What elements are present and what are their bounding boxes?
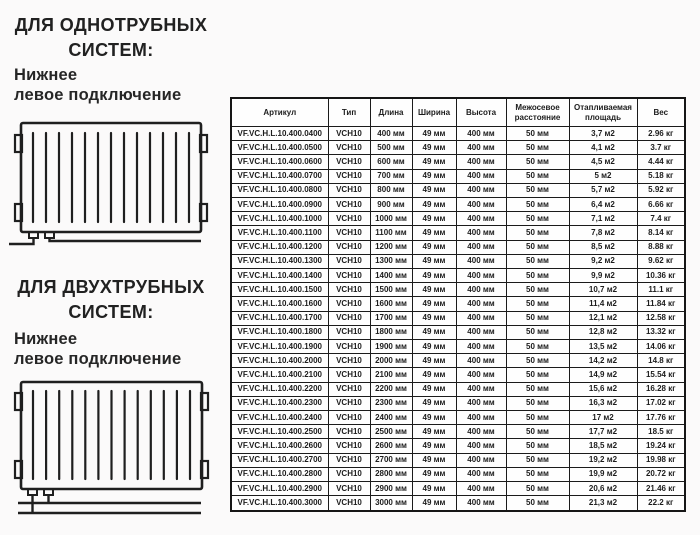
table-cell: 400 мм bbox=[456, 283, 506, 297]
table-cell: 9,9 м2 bbox=[569, 269, 637, 283]
table-cell: 400 мм bbox=[456, 325, 506, 339]
table-cell: 5.92 кг bbox=[637, 183, 685, 197]
table-cell: 50 мм bbox=[506, 183, 569, 197]
table-cell: 15,6 м2 bbox=[569, 382, 637, 396]
table-cell: 50 мм bbox=[506, 311, 569, 325]
table-cell: VF.VC.H.L.10.400.0800 bbox=[231, 183, 328, 197]
radiator-diagram-two-pipe bbox=[5, 376, 215, 521]
table-cell: 3.7 кг bbox=[637, 141, 685, 155]
table-cell: 14.8 кг bbox=[637, 354, 685, 368]
table-cell: 400 мм bbox=[456, 127, 506, 141]
table-cell: 50 мм bbox=[506, 482, 569, 496]
table-row bbox=[231, 382, 685, 396]
table-cell: VF.VC.H.L.10.400.3000 bbox=[231, 496, 328, 511]
table-row bbox=[231, 425, 685, 439]
specs-table-head bbox=[231, 98, 685, 127]
table-cell: 3000 мм bbox=[370, 496, 412, 511]
table-row bbox=[231, 467, 685, 481]
table-cell: 5,7 м2 bbox=[569, 183, 637, 197]
table-cell: VF.VC.H.L.10.400.1400 bbox=[231, 269, 328, 283]
table-row bbox=[231, 212, 685, 226]
table-cell: 50 мм bbox=[506, 340, 569, 354]
table-cell: 49 мм bbox=[412, 254, 456, 268]
table-cell: 400 мм bbox=[456, 453, 506, 467]
table-row bbox=[231, 396, 685, 410]
table-row bbox=[231, 482, 685, 496]
table-cell: 21.46 кг bbox=[637, 482, 685, 496]
table-cell: 49 мм bbox=[412, 396, 456, 410]
table-cell: VF.VC.H.L.10.400.1700 bbox=[231, 311, 328, 325]
table-cell: 10,7 м2 bbox=[569, 283, 637, 297]
return-pipe bbox=[50, 238, 202, 241]
radiator-two-pipe-drawing bbox=[5, 376, 215, 521]
table-cell: 400 мм bbox=[456, 396, 506, 410]
connection-stub bbox=[28, 489, 37, 495]
table-cell: 49 мм bbox=[412, 425, 456, 439]
table-cell: 19,2 м2 bbox=[569, 453, 637, 467]
connection-stub bbox=[29, 232, 38, 238]
table-cell: VCH10 bbox=[328, 467, 370, 481]
table-row bbox=[231, 269, 685, 283]
subheading-line-2: левое подключение bbox=[14, 86, 182, 104]
table-cell: 9,2 м2 bbox=[569, 254, 637, 268]
table-cell: 50 мм bbox=[506, 283, 569, 297]
table-cell: 49 мм bbox=[412, 340, 456, 354]
table-cell: 49 мм bbox=[412, 453, 456, 467]
table-cell: 19.98 кг bbox=[637, 453, 685, 467]
table-cell: 50 мм bbox=[506, 425, 569, 439]
table-cell: 11.84 кг bbox=[637, 297, 685, 311]
table-cell: 2900 мм bbox=[370, 482, 412, 496]
table-cell: 50 мм bbox=[506, 354, 569, 368]
table-cell: VF.VC.H.L.10.400.2200 bbox=[231, 382, 328, 396]
table-row bbox=[231, 496, 685, 511]
table-cell: 7,8 м2 bbox=[569, 226, 637, 240]
table-cell: 400 мм bbox=[456, 141, 506, 155]
table-cell: 49 мм bbox=[412, 311, 456, 325]
radiator-ribs bbox=[33, 391, 190, 479]
table-cell: VCH10 bbox=[328, 482, 370, 496]
table-row bbox=[231, 226, 685, 240]
heading-line-2: СИСТЕМ: bbox=[68, 40, 154, 60]
subheading-connection-single-pipe bbox=[14, 65, 224, 105]
table-cell: 49 мм bbox=[412, 169, 456, 183]
table-cell: 18.5 кг bbox=[637, 425, 685, 439]
table-cell: 16.28 кг bbox=[637, 382, 685, 396]
table-cell: 18,5 м2 bbox=[569, 439, 637, 453]
table-cell: 4.44 кг bbox=[637, 155, 685, 169]
table-cell: VF.VC.H.L.10.400.1000 bbox=[231, 212, 328, 226]
table-cell: 400 мм bbox=[456, 198, 506, 212]
table-cell: 12,1 м2 bbox=[569, 311, 637, 325]
column-header: Тип bbox=[328, 98, 370, 127]
table-cell: 16,3 м2 bbox=[569, 396, 637, 410]
table-cell: 400 мм bbox=[456, 155, 506, 169]
table-cell: VCH10 bbox=[328, 141, 370, 155]
table-cell: 1100 мм bbox=[370, 226, 412, 240]
table-cell: 14.06 кг bbox=[637, 340, 685, 354]
table-cell: 8,5 м2 bbox=[569, 240, 637, 254]
table-cell: 2600 мм bbox=[370, 439, 412, 453]
table-cell: 900 мм bbox=[370, 198, 412, 212]
table-cell: 2.96 кг bbox=[637, 127, 685, 141]
table-cell: 49 мм bbox=[412, 283, 456, 297]
table-row bbox=[231, 283, 685, 297]
table-cell: 4,5 м2 bbox=[569, 155, 637, 169]
table-row bbox=[231, 155, 685, 169]
column-header: Высота bbox=[456, 98, 506, 127]
table-cell: 2200 мм bbox=[370, 382, 412, 396]
table-row bbox=[231, 169, 685, 183]
subheading-line-1: Нижнее bbox=[14, 330, 78, 348]
table-cell: VCH10 bbox=[328, 496, 370, 511]
radiator-diagram-single-pipe bbox=[5, 116, 215, 250]
table-cell: 2400 мм bbox=[370, 411, 412, 425]
table-cell: 50 мм bbox=[506, 240, 569, 254]
table-cell: 17.02 кг bbox=[637, 396, 685, 410]
table-row bbox=[231, 368, 685, 382]
column-header: Отапливаемая площадь bbox=[569, 98, 637, 127]
table-cell: 7.4 кг bbox=[637, 212, 685, 226]
table-cell: 50 мм bbox=[506, 141, 569, 155]
column-header: Длина bbox=[370, 98, 412, 127]
table-cell: 50 мм bbox=[506, 382, 569, 396]
table-cell: VCH10 bbox=[328, 269, 370, 283]
table-cell: 400 мм bbox=[456, 226, 506, 240]
column-header: Межосевое расстояние bbox=[506, 98, 569, 127]
table-cell: 400 мм bbox=[456, 212, 506, 226]
table-cell: 1600 мм bbox=[370, 297, 412, 311]
table-cell: 50 мм bbox=[506, 496, 569, 511]
table-cell: 49 мм bbox=[412, 269, 456, 283]
table-cell: VCH10 bbox=[328, 368, 370, 382]
table-cell: VCH10 bbox=[328, 396, 370, 410]
table-cell: 1700 мм bbox=[370, 311, 412, 325]
table-cell: 50 мм bbox=[506, 411, 569, 425]
table-row bbox=[231, 198, 685, 212]
table-cell: 50 мм bbox=[506, 439, 569, 453]
table-cell: VCH10 bbox=[328, 127, 370, 141]
table-cell: 3,7 м2 bbox=[569, 127, 637, 141]
table-cell: 8.14 кг bbox=[637, 226, 685, 240]
table-cell: 400 мм bbox=[456, 183, 506, 197]
table-cell: 2000 мм bbox=[370, 354, 412, 368]
table-cell: VF.VC.H.L.10.400.0600 bbox=[231, 155, 328, 169]
table-cell: VF.VC.H.L.10.400.1900 bbox=[231, 340, 328, 354]
table-cell: 2800 мм bbox=[370, 467, 412, 481]
table-cell: VF.VC.H.L.10.400.2700 bbox=[231, 453, 328, 467]
table-row bbox=[231, 354, 685, 368]
table-cell: VCH10 bbox=[328, 340, 370, 354]
table-cell: 12.58 кг bbox=[637, 311, 685, 325]
table-cell: 13.32 кг bbox=[637, 325, 685, 339]
table-row bbox=[231, 297, 685, 311]
table-cell: 49 мм bbox=[412, 368, 456, 382]
subheading-line-2: левое подключение bbox=[14, 350, 182, 368]
connection-stub bbox=[45, 232, 54, 238]
table-cell: 1800 мм bbox=[370, 325, 412, 339]
table-cell: 50 мм bbox=[506, 254, 569, 268]
table-cell: 5.18 кг bbox=[637, 169, 685, 183]
connection-stub bbox=[44, 489, 53, 495]
table-row bbox=[231, 411, 685, 425]
table-cell: 400 мм bbox=[456, 467, 506, 481]
table-cell: 49 мм bbox=[412, 226, 456, 240]
table-cell: 49 мм bbox=[412, 411, 456, 425]
table-cell: 50 мм bbox=[506, 226, 569, 240]
table-cell: VCH10 bbox=[328, 254, 370, 268]
table-cell: 6,4 м2 bbox=[569, 198, 637, 212]
table-cell: 8.88 кг bbox=[637, 240, 685, 254]
table-cell: VF.VC.H.L.10.400.2100 bbox=[231, 368, 328, 382]
table-cell: VCH10 bbox=[328, 325, 370, 339]
table-cell: VF.VC.H.L.10.400.1200 bbox=[231, 240, 328, 254]
table-cell: 17.76 кг bbox=[637, 411, 685, 425]
table-cell: VCH10 bbox=[328, 155, 370, 169]
specs-table-body bbox=[231, 127, 685, 512]
table-cell: 13,5 м2 bbox=[569, 340, 637, 354]
table-cell: 50 мм bbox=[506, 169, 569, 183]
table-cell: 50 мм bbox=[506, 212, 569, 226]
table-cell: 400 мм bbox=[456, 482, 506, 496]
table-row bbox=[231, 325, 685, 339]
header-row bbox=[231, 98, 685, 127]
table-cell: VF.VC.H.L.10.400.2300 bbox=[231, 396, 328, 410]
table-cell: VF.VC.H.L.10.400.2400 bbox=[231, 411, 328, 425]
table-cell: 21,3 м2 bbox=[569, 496, 637, 511]
table-row bbox=[231, 439, 685, 453]
table-cell: 400 мм bbox=[456, 340, 506, 354]
table-cell: 50 мм bbox=[506, 127, 569, 141]
table-cell: 49 мм bbox=[412, 467, 456, 481]
table-cell: 50 мм bbox=[506, 269, 569, 283]
table-cell: 49 мм bbox=[412, 240, 456, 254]
table-cell: VF.VC.H.L.10.400.1600 bbox=[231, 297, 328, 311]
table-row bbox=[231, 340, 685, 354]
table-cell: VCH10 bbox=[328, 169, 370, 183]
table-cell: 10.36 кг bbox=[637, 269, 685, 283]
table-cell: 49 мм bbox=[412, 183, 456, 197]
table-cell: 400 мм bbox=[370, 127, 412, 141]
table-cell: VCH10 bbox=[328, 226, 370, 240]
table-cell: 2100 мм bbox=[370, 368, 412, 382]
table-row bbox=[231, 141, 685, 155]
table-cell: 11.1 кг bbox=[637, 283, 685, 297]
heading-line-1: ДЛЯ ОДНОТРУБНЫХ bbox=[14, 15, 208, 35]
table-cell: 1400 мм bbox=[370, 269, 412, 283]
table-cell: VF.VC.H.L.10.400.0500 bbox=[231, 141, 328, 155]
table-cell: 1500 мм bbox=[370, 283, 412, 297]
table-cell: 11,4 м2 bbox=[569, 297, 637, 311]
table-cell: VCH10 bbox=[328, 425, 370, 439]
table-cell: VCH10 bbox=[328, 439, 370, 453]
table-cell: 1000 мм bbox=[370, 212, 412, 226]
table-cell: 49 мм bbox=[412, 127, 456, 141]
table-cell: 2700 мм bbox=[370, 453, 412, 467]
table-cell: 800 мм bbox=[370, 183, 412, 197]
table-cell: 17,7 м2 bbox=[569, 425, 637, 439]
table-cell: VCH10 bbox=[328, 297, 370, 311]
table-cell: 49 мм bbox=[412, 141, 456, 155]
table-cell: 50 мм bbox=[506, 297, 569, 311]
table-cell: VCH10 bbox=[328, 212, 370, 226]
table-cell: 12,8 м2 bbox=[569, 325, 637, 339]
table-cell: 5 м2 bbox=[569, 169, 637, 183]
table-cell: 20,6 м2 bbox=[569, 482, 637, 496]
table-cell: VCH10 bbox=[328, 411, 370, 425]
table-cell: 1900 мм bbox=[370, 340, 412, 354]
table-cell: 400 мм bbox=[456, 240, 506, 254]
table-cell: 20.72 кг bbox=[637, 467, 685, 481]
table-cell: 700 мм bbox=[370, 169, 412, 183]
section-heading-single-pipe bbox=[0, 13, 222, 63]
table-cell: 49 мм bbox=[412, 439, 456, 453]
column-header: Вес bbox=[637, 98, 685, 127]
table-cell: 400 мм bbox=[456, 439, 506, 453]
column-header: Ширина bbox=[412, 98, 456, 127]
heading-line-2: СИСТЕМ: bbox=[68, 302, 154, 322]
table-cell: 9.62 кг bbox=[637, 254, 685, 268]
table-cell: 400 мм bbox=[456, 411, 506, 425]
table-cell: 14,2 м2 bbox=[569, 354, 637, 368]
table-cell: VF.VC.H.L.10.400.2500 bbox=[231, 425, 328, 439]
table-cell: VF.VC.H.L.10.400.2600 bbox=[231, 439, 328, 453]
table-row bbox=[231, 311, 685, 325]
table-cell: 49 мм bbox=[412, 212, 456, 226]
table-cell: 50 мм bbox=[506, 467, 569, 481]
heading-line-1: ДЛЯ ДВУХТРУБНЫХ bbox=[17, 277, 205, 297]
table-cell: VF.VC.H.L.10.400.0400 bbox=[231, 127, 328, 141]
table-cell: VF.VC.H.L.10.400.2900 bbox=[231, 482, 328, 496]
subheading-connection-two-pipe bbox=[14, 329, 224, 369]
table-row bbox=[231, 453, 685, 467]
table-cell: 49 мм bbox=[412, 482, 456, 496]
table-cell: VCH10 bbox=[328, 240, 370, 254]
table-cell: 6.66 кг bbox=[637, 198, 685, 212]
table-row bbox=[231, 127, 685, 141]
table-cell: 50 мм bbox=[506, 155, 569, 169]
radiator-single-pipe-drawing bbox=[5, 116, 215, 250]
table-cell: VF.VC.H.L.10.400.1100 bbox=[231, 226, 328, 240]
table-cell: 400 мм bbox=[456, 311, 506, 325]
table-cell: VCH10 bbox=[328, 283, 370, 297]
table-cell: 400 мм bbox=[456, 354, 506, 368]
section-heading-two-pipe bbox=[0, 275, 222, 325]
table-cell: 17 м2 bbox=[569, 411, 637, 425]
table-cell: 50 мм bbox=[506, 198, 569, 212]
table-cell: 49 мм bbox=[412, 382, 456, 396]
table-cell: 400 мм bbox=[456, 368, 506, 382]
table-cell: VF.VC.H.L.10.400.1500 bbox=[231, 283, 328, 297]
specs-table bbox=[230, 97, 686, 512]
table-cell: 19,9 м2 bbox=[569, 467, 637, 481]
table-cell: 600 мм bbox=[370, 155, 412, 169]
table-cell: 50 мм bbox=[506, 325, 569, 339]
table-cell: 400 мм bbox=[456, 297, 506, 311]
table-cell: 19.24 кг bbox=[637, 439, 685, 453]
table-cell: 2500 мм bbox=[370, 425, 412, 439]
table-cell: 500 мм bbox=[370, 141, 412, 155]
table-cell: 400 мм bbox=[456, 269, 506, 283]
table-cell: VCH10 bbox=[328, 183, 370, 197]
table-cell: 400 мм bbox=[456, 425, 506, 439]
table-cell: 4,1 м2 bbox=[569, 141, 637, 155]
table-cell: VCH10 bbox=[328, 453, 370, 467]
table-cell: 49 мм bbox=[412, 297, 456, 311]
table-cell: 400 мм bbox=[456, 254, 506, 268]
radiator-ribs bbox=[33, 133, 189, 222]
table-cell: VF.VC.H.L.10.400.2000 bbox=[231, 354, 328, 368]
table-cell: 400 мм bbox=[456, 382, 506, 396]
table-cell: 49 мм bbox=[412, 198, 456, 212]
table-row bbox=[231, 240, 685, 254]
table-cell: 2300 мм bbox=[370, 396, 412, 410]
table-cell: VCH10 bbox=[328, 198, 370, 212]
table-cell: 50 мм bbox=[506, 368, 569, 382]
table-cell: 49 мм bbox=[412, 496, 456, 511]
subheading-line-1: Нижнее bbox=[14, 66, 78, 84]
table-cell: VF.VC.H.L.10.400.0700 bbox=[231, 169, 328, 183]
table-cell: 7,1 м2 bbox=[569, 212, 637, 226]
table-cell: 400 мм bbox=[456, 169, 506, 183]
table-cell: 49 мм bbox=[412, 155, 456, 169]
table-cell: VCH10 bbox=[328, 382, 370, 396]
table-cell: VF.VC.H.L.10.400.1800 bbox=[231, 325, 328, 339]
table-cell: 15.54 кг bbox=[637, 368, 685, 382]
table-cell: 50 мм bbox=[506, 453, 569, 467]
table-cell: 50 мм bbox=[506, 396, 569, 410]
table-row bbox=[231, 254, 685, 268]
table-cell: 400 мм bbox=[456, 496, 506, 511]
table-cell: VF.VC.H.L.10.400.0900 bbox=[231, 198, 328, 212]
table-cell: 14,9 м2 bbox=[569, 368, 637, 382]
table-row bbox=[231, 183, 685, 197]
table-cell: 22.2 кг bbox=[637, 496, 685, 511]
table-cell: VF.VC.H.L.10.400.1300 bbox=[231, 254, 328, 268]
table-cell: 49 мм bbox=[412, 325, 456, 339]
table-cell: 1300 мм bbox=[370, 254, 412, 268]
table-cell: VF.VC.H.L.10.400.2800 bbox=[231, 467, 328, 481]
table-cell: VCH10 bbox=[328, 311, 370, 325]
table-cell: 49 мм bbox=[412, 354, 456, 368]
column-header: Артикул bbox=[231, 98, 328, 127]
table-cell: VCH10 bbox=[328, 354, 370, 368]
table-cell: 1200 мм bbox=[370, 240, 412, 254]
